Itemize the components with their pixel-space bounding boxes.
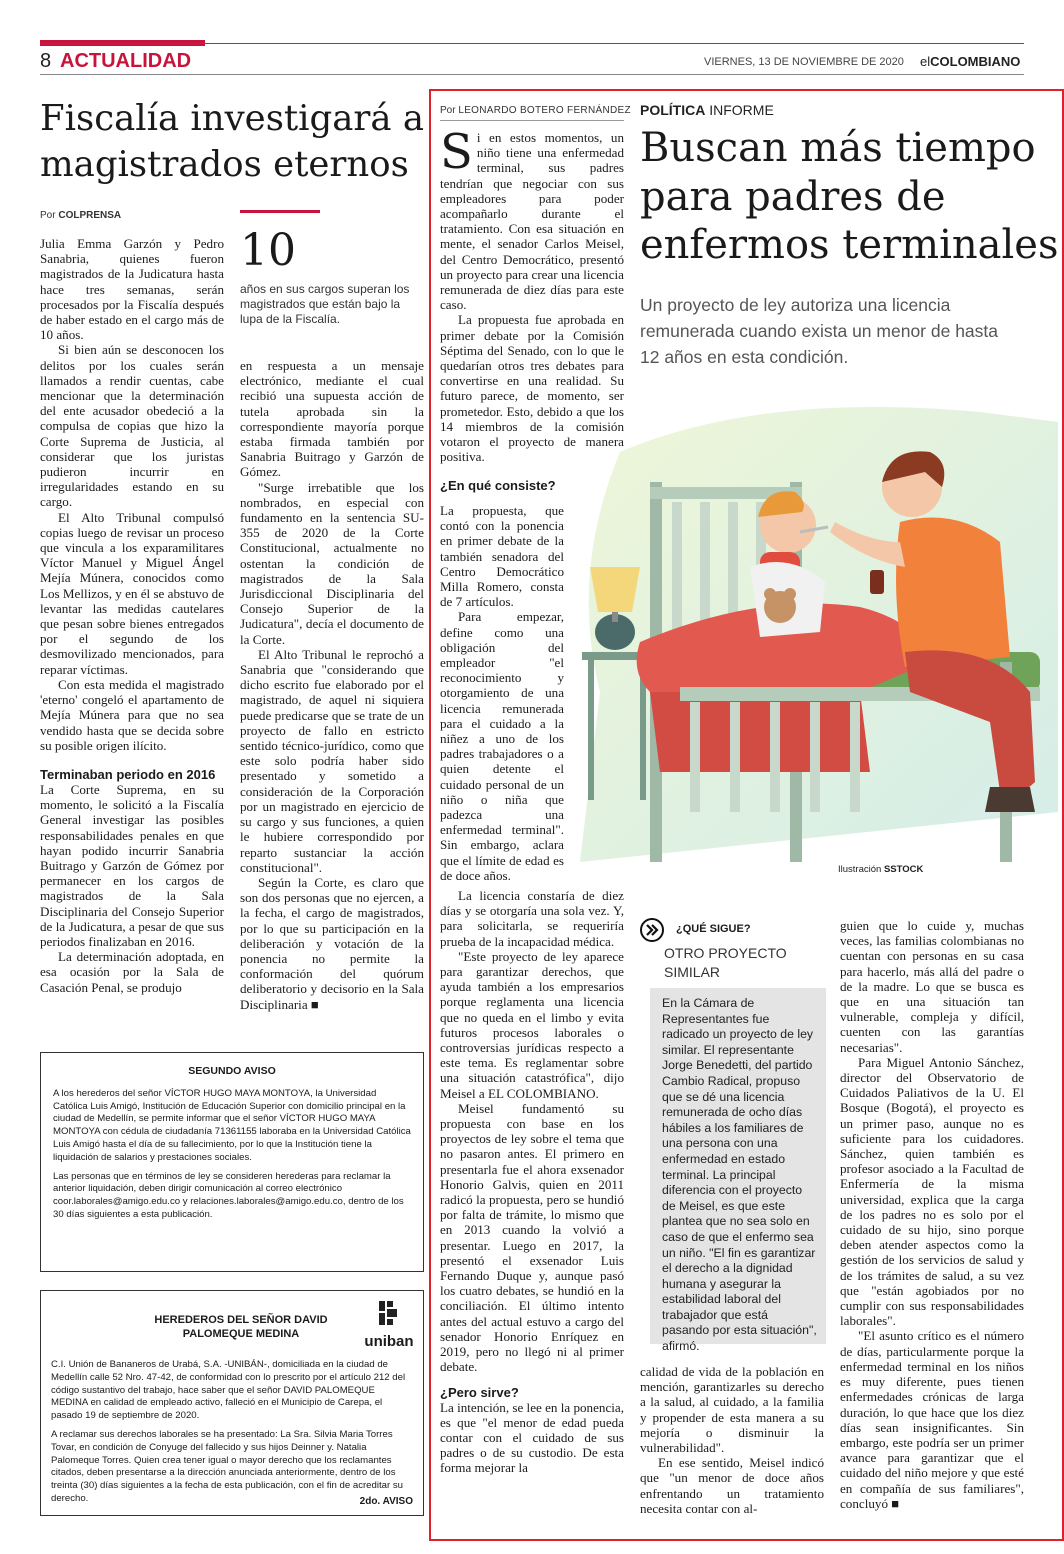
left-subhead: Terminaban periodo en 2016 bbox=[40, 766, 216, 782]
paragraph: La intención, se lee en la ponencia, es que "el menor de edad pueda contar con el cuidado de sus padres o de su custodio. De esta forma mejorar la bbox=[440, 1399, 624, 1476]
header-bottom-rule bbox=[40, 74, 1024, 75]
uniban-logo-icon bbox=[375, 1299, 403, 1329]
right-dek: Un proyecto de ley autoriza una licencia remunerada cuando exista un menor de hasta 12 años en esta condición. bbox=[640, 295, 999, 367]
page-date: VIERNES, 13 DE NOVIEMBRE DE 2020 bbox=[704, 56, 904, 68]
paragraph: Para empezar, define como una obligación del empleador "el reconocimiento y otorgamiento de una licencia remunerada para el cuidado a la niñez a uno de los padres trabajadores o a quien detente el cuidado personal de un niño o niña que padezca una enfermedad terminal". Sin embargo, aclara que el límite de edad es de doce años. bbox=[440, 609, 564, 883]
right-column-b bbox=[640, 1364, 824, 1516]
big-number-caption: años en sus cargos superan los magistrados que están bajo la lupa de la Fiscalía. bbox=[240, 282, 410, 326]
left-column-1 bbox=[40, 236, 224, 995]
header-rule bbox=[40, 43, 1024, 44]
paragraph: El Alto Tribunal compulsó copias luego de revisar un proceso que vincula a los exparamilitares Víctor Manuel y Miguel Ángel Mejía Múnera, conocidos como Los Mellizos, y en él se abstuvo de levantar las medidas cautelares que pesan sobre bienes entregados por el segundo de los desmovilizado mencionados, para reparar víctimas. bbox=[40, 509, 225, 677]
paragraph: La propuesta, que contó con la ponencia en primer debate de la también senadora del Centro Democrático Milla Romero, consta de 7 artículos. bbox=[440, 503, 564, 610]
paragraph: Con esta medida el magistrado 'eterno' congeló el apartamento de Mejía Múnera para que no sea vendido hasta que se decida sobre su posible origen ilícito. bbox=[40, 676, 224, 753]
left-column-2 bbox=[240, 358, 424, 1012]
box-text: En la Cámara de Representantes fue radicado un proyecto de ley similar. El representante Jorge Benedetti, del partido Cambio Radical, propuso que se dé una licencia remunerada de ocho días hábiles a los familiares de una persona con una enfermedad en estado terminal. La principal diferencia con el proyecto de Meisel, es que este plantea que no sea solo en caso de que el enfermo sea un niño. "El fin es garantizar el derecho a la dignidad humana y asegurar la estabilidad laboral del trabajador que está pasando por esta situación", afirmó. bbox=[662, 996, 817, 1354]
notice-paragraph: A los herederos del señor VÍCTOR HUGO MAYA MONTOYA, la Universidad Católica Luis Amigó, Institución de Educación Superior con domicilio principal en la ciudad de Medellín, se permite informar que el señor VÍCTOR HUGO MAYA MONTOYA con cédula de ciudadanía 71361155 laboraba en la Universidad Católica Luis Amigó hasta el día de su fallecimiento, por lo que la Institución tiene la liquidación de salarios y prestaciones sociales. bbox=[53, 1087, 411, 1163]
box-title: OTRO PROYECTO SIMILAR bbox=[664, 945, 787, 980]
dropcap: S bbox=[440, 124, 473, 180]
right-column-a-bottom bbox=[440, 888, 624, 1476]
legal-notice-uniban bbox=[40, 1290, 424, 1516]
big-number: 10 bbox=[240, 225, 296, 276]
paragraph: La propuesta fue aprobada en primer debate por la Comisión Séptima del Senado, con lo que le quedarían otros tres debates para convertirse en una realidad. Su futuro parece, de momento, ser prometedor. Esto, debido a que los 14 miembros de la comisión votaron el proyecto de manera positiva. bbox=[440, 312, 624, 465]
kicker: POLÍTICA INFORME bbox=[640, 102, 774, 118]
paragraph: calidad de vida de la población en mención, garantizarles su derecho a la salud, al cuidado, a la familia y propender de esta manera a su mejoría o disminuir la vulnerabilidad". bbox=[640, 1364, 824, 1456]
paragraph: La licencia constaría de diez días y se otorgaría una sola vez. Y, para solicitarla, se requeriría prueba de la incapacidad médica. bbox=[440, 888, 624, 949]
paragraph: en respuesta a un mensaje electrónico, mediante el cual recibió una supuesta acción de tutela aprobada sin la correspondiente mayoría porque estaba firmada también por Sanabria Buitrago y Garzón de Gómez. bbox=[240, 358, 424, 480]
section-title: ACTUALIDAD bbox=[60, 50, 192, 72]
right-column-a-wrap bbox=[440, 503, 564, 883]
que-sigue-box bbox=[650, 988, 826, 1354]
box-kicker: ¿QUÉ SIGUE? bbox=[676, 923, 751, 935]
subhead-en-que-consiste: ¿En qué consiste? bbox=[440, 478, 556, 494]
paragraph: En ese sentido, Meisel indicó que "un menor de doce años enfrentando un tratamiento necesita contar con al- bbox=[640, 1455, 824, 1516]
notice-title: HEREDEROS DEL SEÑOR DAVID PALOMEQUE MEDINA bbox=[154, 1314, 328, 1340]
paragraph: "Este proyecto de ley aparece para garantizar derechos, que ayuda también a los empresarios porque reglamenta una licencia que no queda en el limbo y evita futuros procesos laborales o controversias jurídicas respecto a este tema. Es reglamentar sobre una situación catastrófica", dijo Meisel a EL COLOMBIANO. bbox=[440, 948, 624, 1101]
paragraph: Meisel fundamentó su propuesta con base en los proyectos de ley sobre el tema que no pasaron antes. El primero en presentarla fue el ahora exsenador Honorio Galvis, quien en 2011 radicó la propuesta, pero se hundió por falta de trámite, lo mismo que en 2013 cuando la volvió a presentar. Luego en 2017, la presentó el exsenador Luis Fernando Duque y, aunque pasó los cuatro debates, se hundió en la conciliación. El último intento antes del actual estuvo a cargo del senador Honorio Enríquez en 2019, pero no llegó ni al primer debate. bbox=[440, 1100, 624, 1375]
double-chevron-icon bbox=[640, 918, 664, 942]
illustration-credit: Ilustración SSTOCK bbox=[838, 864, 924, 875]
uniban-logo: uniban bbox=[359, 1299, 419, 1350]
paragraph: "El asunto crítico es el número de días, particularmente porque la enfermedad terminal en los niños es muy diferente, pues tienen enfermedades crónicas de larga duración, lo que hace que los diez días sean insignificantes. Sin embargo, este podría ser un primer avance para garantizar que el cuidado del niño mejore y que esté en compañía de sus familiares", concluyó ■ bbox=[840, 1328, 1024, 1511]
paragraph: guien que lo cuide y, muchas veces, las familias colombianas no cuentan con personas en su casa para hacerlo, más allá del padre o de la madre. Lo que se busca es que en una situación tan vulnerable, compleja y difícil, cuenten con las garantías necesarias". bbox=[840, 918, 1024, 1055]
lead-paragraph: Si en estos momentos, un niño tiene una enfermedad terminal, sus padres tendrían que negociar con sus empleadores para poder acompañarlo durante el tratamiento. Con esa situación en mente, el senador Carlos Meisel, del Centro Democrático, presentó un proyecto para crear una licencia remunerada de diez días para este caso. bbox=[440, 124, 624, 313]
right-byline: Por LEONARDO BOTERO FERNÁNDEZ bbox=[440, 105, 631, 116]
que-sigue-header bbox=[640, 918, 824, 984]
paragraph: Si bien aún se desconocen los delitos por los cuales serán llamados a rendir cuentas, cabe mencionar que la determinación del ente acusador obedeció a la compulsa de copias que hizo la Corte Suprema de Justicia, al considerar que los juristas pudieron incurrir en irregularidades estando en su cargo. bbox=[40, 342, 224, 510]
notice-paragraph: C.I. Unión de Bananeros de Urabá, S.A. -UNIBÁN-, domiciliada en la ciudad de Medellín calle 52 Nro. 47-42, de conformidad con lo prescrito por el artículo 212 del código sustantivo del trabajo, hace saber que el señor DAVID PALOMEQUE MEDINA en calidad de empleado activo, falleció en el Municipio de Carepa, el pasado 19 de septiembre de 2020. bbox=[51, 1359, 406, 1422]
left-byline: Por COLPRENSA bbox=[40, 210, 122, 221]
paragraph: Para Miguel Antonio Sánchez, director del Observatorio de Cuidados Paliativos de la U. El Bosque (Bogotá), el proyecto es un primer paso, aunque no es suficiente para los cuidadores. Sánchez, quien también es profesor asociado a la Facultad de Enfermería de la misma universidad, explica que la carga de los padres no es solo por el cuidado de su hijo, sino porque deben atender aspectos como la gestión de los servicios de salud y de los trámites de salud, a su vez que "están agobiados por no cumplir con sus responsabilidades laborales". bbox=[840, 1054, 1024, 1329]
big-number-rule bbox=[240, 210, 320, 213]
paragraph: La Corte Suprema, en su momento, le solicitó a la Fiscalía General investigar las posibles responsabilidades penales en que hayan podido incurrir Sanabria Buitrago y Garzón de Gómez por permanecer en los cargos de magistrados de la Sala Disciplinaria del Consejo Superior de la Judicatura, a pesar de que sus periodos finalizaban en 2016. bbox=[40, 781, 224, 949]
notice-footer: 2do. AVISO bbox=[359, 1496, 413, 1508]
right-headline: Buscan más tiempo para padres de enfermos terminales bbox=[640, 125, 1059, 268]
paragraph: El Alto Tribunal le reprochó a Sanabria que "considerando que dicho escrito fue elaborado por el magistrado, de aquel ni siquiera puede predicarse que se trate de un proyecto de fallo en estricto sentido técnico-jurídico, como que este solo podría haber sido presentado y sometido a consideración de la Corporación por un magistrado en ejercicio de su cargo y sus funciones, a quien le hubiere correspondido por reparto sustanciar la acción constitucional". bbox=[240, 646, 424, 875]
right-column-c bbox=[840, 918, 1024, 1511]
paragraph: Julia Emma Garzón y Pedro Sanabria, quienes fueron magistrados de la Judicatura hasta hace tres semanas, serán procesados por la Fiscalía después de haber estado en el cargo más de 10 años. bbox=[40, 236, 224, 343]
paragraph: La determinación adoptada, en esa ocasión por la Sala de Casación Penal, se produjo bbox=[40, 949, 224, 995]
byline-rule bbox=[440, 120, 624, 121]
legal-notice-segundo-aviso bbox=[40, 1052, 424, 1272]
notice-title: SEGUNDO AVISO bbox=[188, 1065, 276, 1077]
notice-paragraph: A reclamar sus derechos laborales se ha presentado: La Sra. Silvia Maria Torres Tovar, en condición de Conyuge del fallecido y sus hijos Deinner y. Natalia Palomeque Torres. Quien crea tener igual o mayor derecho que los reclamantes citados, deben presentarse a la dirección anunciada anteriormente, dentro de los treinta (30) días siguientes a la fecha de esta publicación, con el fin de acreditar su derecho. bbox=[51, 1428, 403, 1504]
subhead-pero-sirve: ¿Pero sirve? bbox=[440, 1384, 519, 1400]
right-column-a-top bbox=[440, 124, 624, 494]
paragraph: "Surge irrebatible que los nombrados, en especial con fundamento en la sentencia SU-355 de 2020 de la Corte Constitucional, actualmente no ostentan la condición de magistrados de la Sala Jurisdiccional Disciplinaria del Consejo Superior de la Judicatura", decía el documento de la Corte. bbox=[240, 479, 424, 647]
notice-paragraph: Las personas que en términos de ley se consideren herederas para reclamar la anterior liquidación, deben dirigir comunicación al correo electrónico coor.laborales@amigo.edu.co y relaciones.laborales@amigo.edu.co, dentro de los 30 días siguientes a esta publicación. bbox=[53, 1170, 404, 1220]
father-caring-sick-child-illustration bbox=[560, 392, 1058, 862]
brand-logo: elCOLOMBIANO bbox=[920, 54, 1021, 69]
left-headline: Fiscalía investigará a magistrados eternos bbox=[40, 98, 424, 185]
page-number: 8 bbox=[40, 50, 52, 72]
paragraph: Según la Corte, es claro que son dos personas que no ejercen, a la fecha, el cargo de magistrados, por lo que su participación en la deliberación y votación de la ponencia no permite la conformación del quórum deliberatorio y decisorio en la Sala Disciplinaria ■ bbox=[240, 874, 424, 1012]
illustration bbox=[560, 392, 1058, 862]
